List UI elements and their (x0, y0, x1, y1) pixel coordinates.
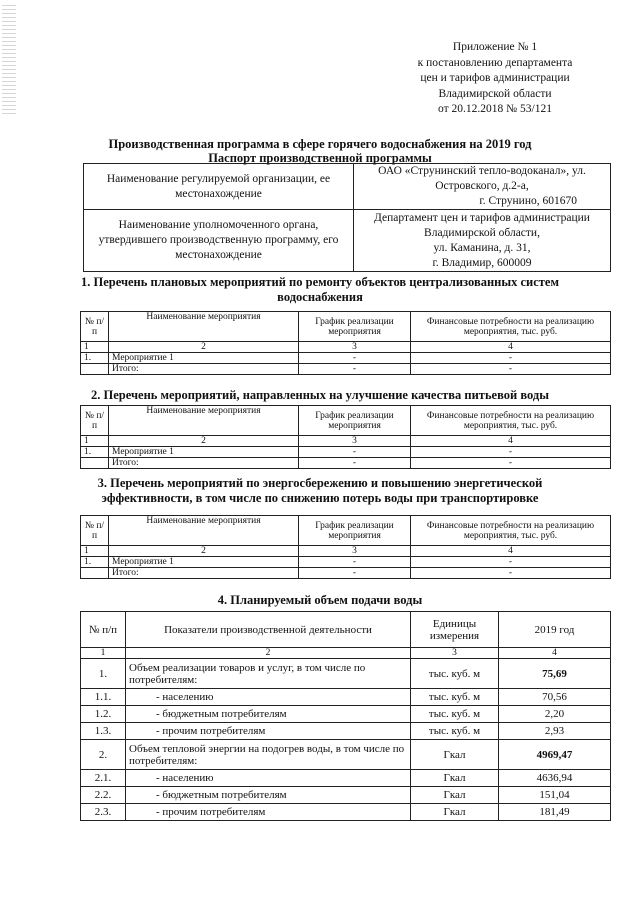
col-number: 4 (411, 436, 611, 447)
indicator-name: Объем реализации товаров и услуг, в том числе по потребителям: (126, 659, 411, 689)
indicator-name: - прочим потребителям (126, 804, 411, 821)
row-number: 1.1. (81, 689, 126, 706)
col-number: 4 (411, 546, 611, 557)
indicator-value: 70,56 (499, 689, 611, 706)
indicator-unit: Гкал (411, 770, 499, 787)
table-header-row (81, 312, 611, 342)
document-title: Производственная программа в сфере горячего водоснабжения на 2019 год (108, 137, 532, 151)
col-header-year: 2019 год (499, 612, 611, 648)
events-table-2 (80, 405, 611, 469)
col-header-schedule: График реализации мероприятия (299, 516, 411, 546)
events-table-1 (80, 311, 611, 375)
indicator-unit: тыс. куб. м (411, 689, 499, 706)
passport-line: Владимирской области, (424, 226, 540, 239)
table-header-row (81, 516, 611, 546)
col-header-schedule: График реализации мероприятия (299, 406, 411, 436)
indicator-value: 75,69 (499, 659, 611, 689)
table-row (81, 659, 611, 689)
row-number: 1. (81, 557, 109, 568)
table-row (81, 648, 611, 659)
total-finance: - (411, 568, 611, 579)
indicator-value: 2,20 (499, 706, 611, 723)
col-header-units: Единицы измерения (411, 612, 499, 648)
col-number: 3 (299, 546, 411, 557)
document-subtitle: Паспорт производственной программы (208, 151, 432, 165)
section-1-title (40, 275, 600, 305)
row-number: 2. (81, 740, 126, 770)
row-number: 2.2. (81, 787, 126, 804)
col-number: 2 (109, 436, 299, 447)
table-row (81, 557, 611, 568)
table-row (81, 787, 611, 804)
events-table-3 (80, 515, 611, 579)
col-header-finance: Финансовые потребности на реализацию мероприятия, тыс. руб. (411, 312, 611, 342)
appendix-line: Владимирской области (438, 87, 552, 100)
col-header-name: Наименование мероприятия (109, 312, 299, 342)
table-row (81, 546, 611, 557)
section-title-line: водоснабжения (277, 290, 363, 304)
total-schedule: - (299, 568, 411, 579)
indicator-name: - бюджетным потребителям (126, 706, 411, 723)
col-number: 2 (126, 648, 411, 659)
event-name: Мероприятие 1 (109, 353, 299, 364)
table-row (81, 458, 611, 469)
empty-cell (81, 568, 109, 579)
passport-line: Островского, д.2-а, (435, 180, 529, 192)
row-number: 1.3. (81, 723, 126, 740)
table-row (84, 210, 611, 272)
table-header-row (81, 406, 611, 436)
row-number: 1. (81, 447, 109, 458)
section-title-line: 3. Перечень мероприятий по энергосбережению и повышению энергетической (97, 476, 543, 490)
event-finance: - (411, 447, 611, 458)
col-header-finance: Финансовые потребности на реализацию мероприятия, тыс. руб. (411, 516, 611, 546)
volume-table (80, 611, 611, 821)
appendix-line: Приложение № 1 (452, 41, 538, 53)
passport-line: ОАО «Струнинский тепло-водоканал», ул. (378, 165, 586, 177)
col-number: 1 (81, 342, 109, 353)
passport-table (83, 163, 611, 272)
table-row (81, 740, 611, 770)
indicator-name: Объем тепловой энергии на подогрев воды, в том числе по потребителям: (126, 740, 411, 770)
event-finance: - (411, 557, 611, 568)
col-header-no: № п/п (81, 312, 109, 342)
indicator-unit: Гкал (411, 804, 499, 821)
table-row (81, 706, 611, 723)
row-number: 2.3. (81, 804, 126, 821)
event-schedule: - (299, 447, 411, 458)
row-number: 2.1. (81, 770, 126, 787)
col-number: 3 (411, 648, 499, 659)
event-name: Мероприятие 1 (109, 557, 299, 568)
section-3-title (40, 476, 600, 506)
indicator-unit: Гкал (411, 787, 499, 804)
indicator-unit: тыс. куб. м (411, 706, 499, 723)
col-number: 1 (81, 546, 109, 557)
table-row (84, 164, 611, 210)
total-label: Итого: (109, 364, 299, 375)
section-title-line: эффективности, в том числе по снижению потерь воды при транспортировке (101, 491, 539, 505)
indicator-name: - населению (126, 689, 411, 706)
col-header-name: Наименование мероприятия (109, 516, 299, 546)
table-row (81, 568, 611, 579)
indicator-name: - бюджетным потребителям (126, 787, 411, 804)
col-number: 3 (299, 436, 411, 447)
table-row (81, 353, 611, 364)
appendix-line: от 20.12.2018 № 53/121 (438, 103, 552, 115)
total-label: Итого: (109, 458, 299, 469)
total-finance: - (411, 458, 611, 469)
section-4-title: 4. Планируемый объем подачи воды (217, 593, 423, 607)
indicator-value: 181,49 (499, 804, 611, 821)
empty-cell (81, 458, 109, 469)
indicator-name: - прочим потребителям (126, 723, 411, 740)
indicator-unit: Гкал (411, 740, 499, 770)
passport-line: Департамент цен и тарифов администрации (374, 211, 590, 224)
section-title-line: 1. Перечень плановых мероприятий по ремонту объектов централизованных систем (81, 275, 559, 289)
col-number: 1 (81, 436, 109, 447)
indicator-value: 4969,47 (499, 740, 611, 770)
col-header-finance: Финансовые потребности на реализацию мероприятия, тыс. руб. (411, 406, 611, 436)
table-row (81, 689, 611, 706)
col-header-no: № п/п (81, 406, 109, 436)
table-row (81, 436, 611, 447)
indicator-unit: тыс. куб. м (411, 723, 499, 740)
passport-line: г. Струнино, 601670 (479, 195, 577, 207)
col-number: 2 (109, 546, 299, 557)
row-number: 1. (81, 353, 109, 364)
col-header-schedule: График реализации мероприятия (299, 312, 411, 342)
table-row (81, 770, 611, 787)
indicator-value: 2,93 (499, 723, 611, 740)
col-header-no: № п/п (81, 612, 126, 648)
col-number: 2 (109, 342, 299, 353)
indicator-name: - населению (126, 770, 411, 787)
table-header-row (81, 612, 611, 648)
passport-value (354, 164, 611, 210)
col-header-no: № п/п (81, 516, 109, 546)
passport-value (354, 210, 611, 272)
appendix-header (400, 40, 590, 118)
passport-line: ул. Каманина, д. 31, (433, 241, 531, 254)
table-row (81, 364, 611, 375)
indicator-value: 151,04 (499, 787, 611, 804)
col-number: 4 (411, 342, 611, 353)
total-label: Итого: (109, 568, 299, 579)
indicator-unit: тыс. куб. м (411, 659, 499, 689)
event-name: Мероприятие 1 (109, 447, 299, 458)
section-2-title: 2. Перечень мероприятий, направленных на улучшение качества питьевой воды (91, 388, 549, 402)
table-row (81, 723, 611, 740)
total-schedule: - (299, 364, 411, 375)
passport-label: Наименование уполномоченного органа, утвердившего производственную программу, его местонахождение (84, 210, 354, 272)
passport-line: г. Владимир, 600009 (432, 256, 532, 269)
total-finance: - (411, 364, 611, 375)
col-header-indicator: Показатели производственной деятельности (126, 612, 411, 648)
table-row (81, 447, 611, 458)
appendix-line: цен и тарифов администрации (420, 72, 570, 84)
row-number: 1.2. (81, 706, 126, 723)
row-number: 1. (81, 659, 126, 689)
table-row (81, 342, 611, 353)
event-finance: - (411, 353, 611, 364)
passport-label: Наименование регулируемой организации, ее местонахождение (84, 164, 354, 210)
scan-edge-marks (2, 5, 16, 115)
col-number: 1 (81, 648, 126, 659)
col-header-name: Наименование мероприятия (109, 406, 299, 436)
indicator-value: 4636,94 (499, 770, 611, 787)
empty-cell (81, 364, 109, 375)
appendix-line: к постановлению департамента (417, 56, 573, 69)
table-row (81, 804, 611, 821)
event-schedule: - (299, 353, 411, 364)
total-schedule: - (299, 458, 411, 469)
event-schedule: - (299, 557, 411, 568)
col-number: 4 (499, 648, 611, 659)
col-number: 3 (299, 342, 411, 353)
